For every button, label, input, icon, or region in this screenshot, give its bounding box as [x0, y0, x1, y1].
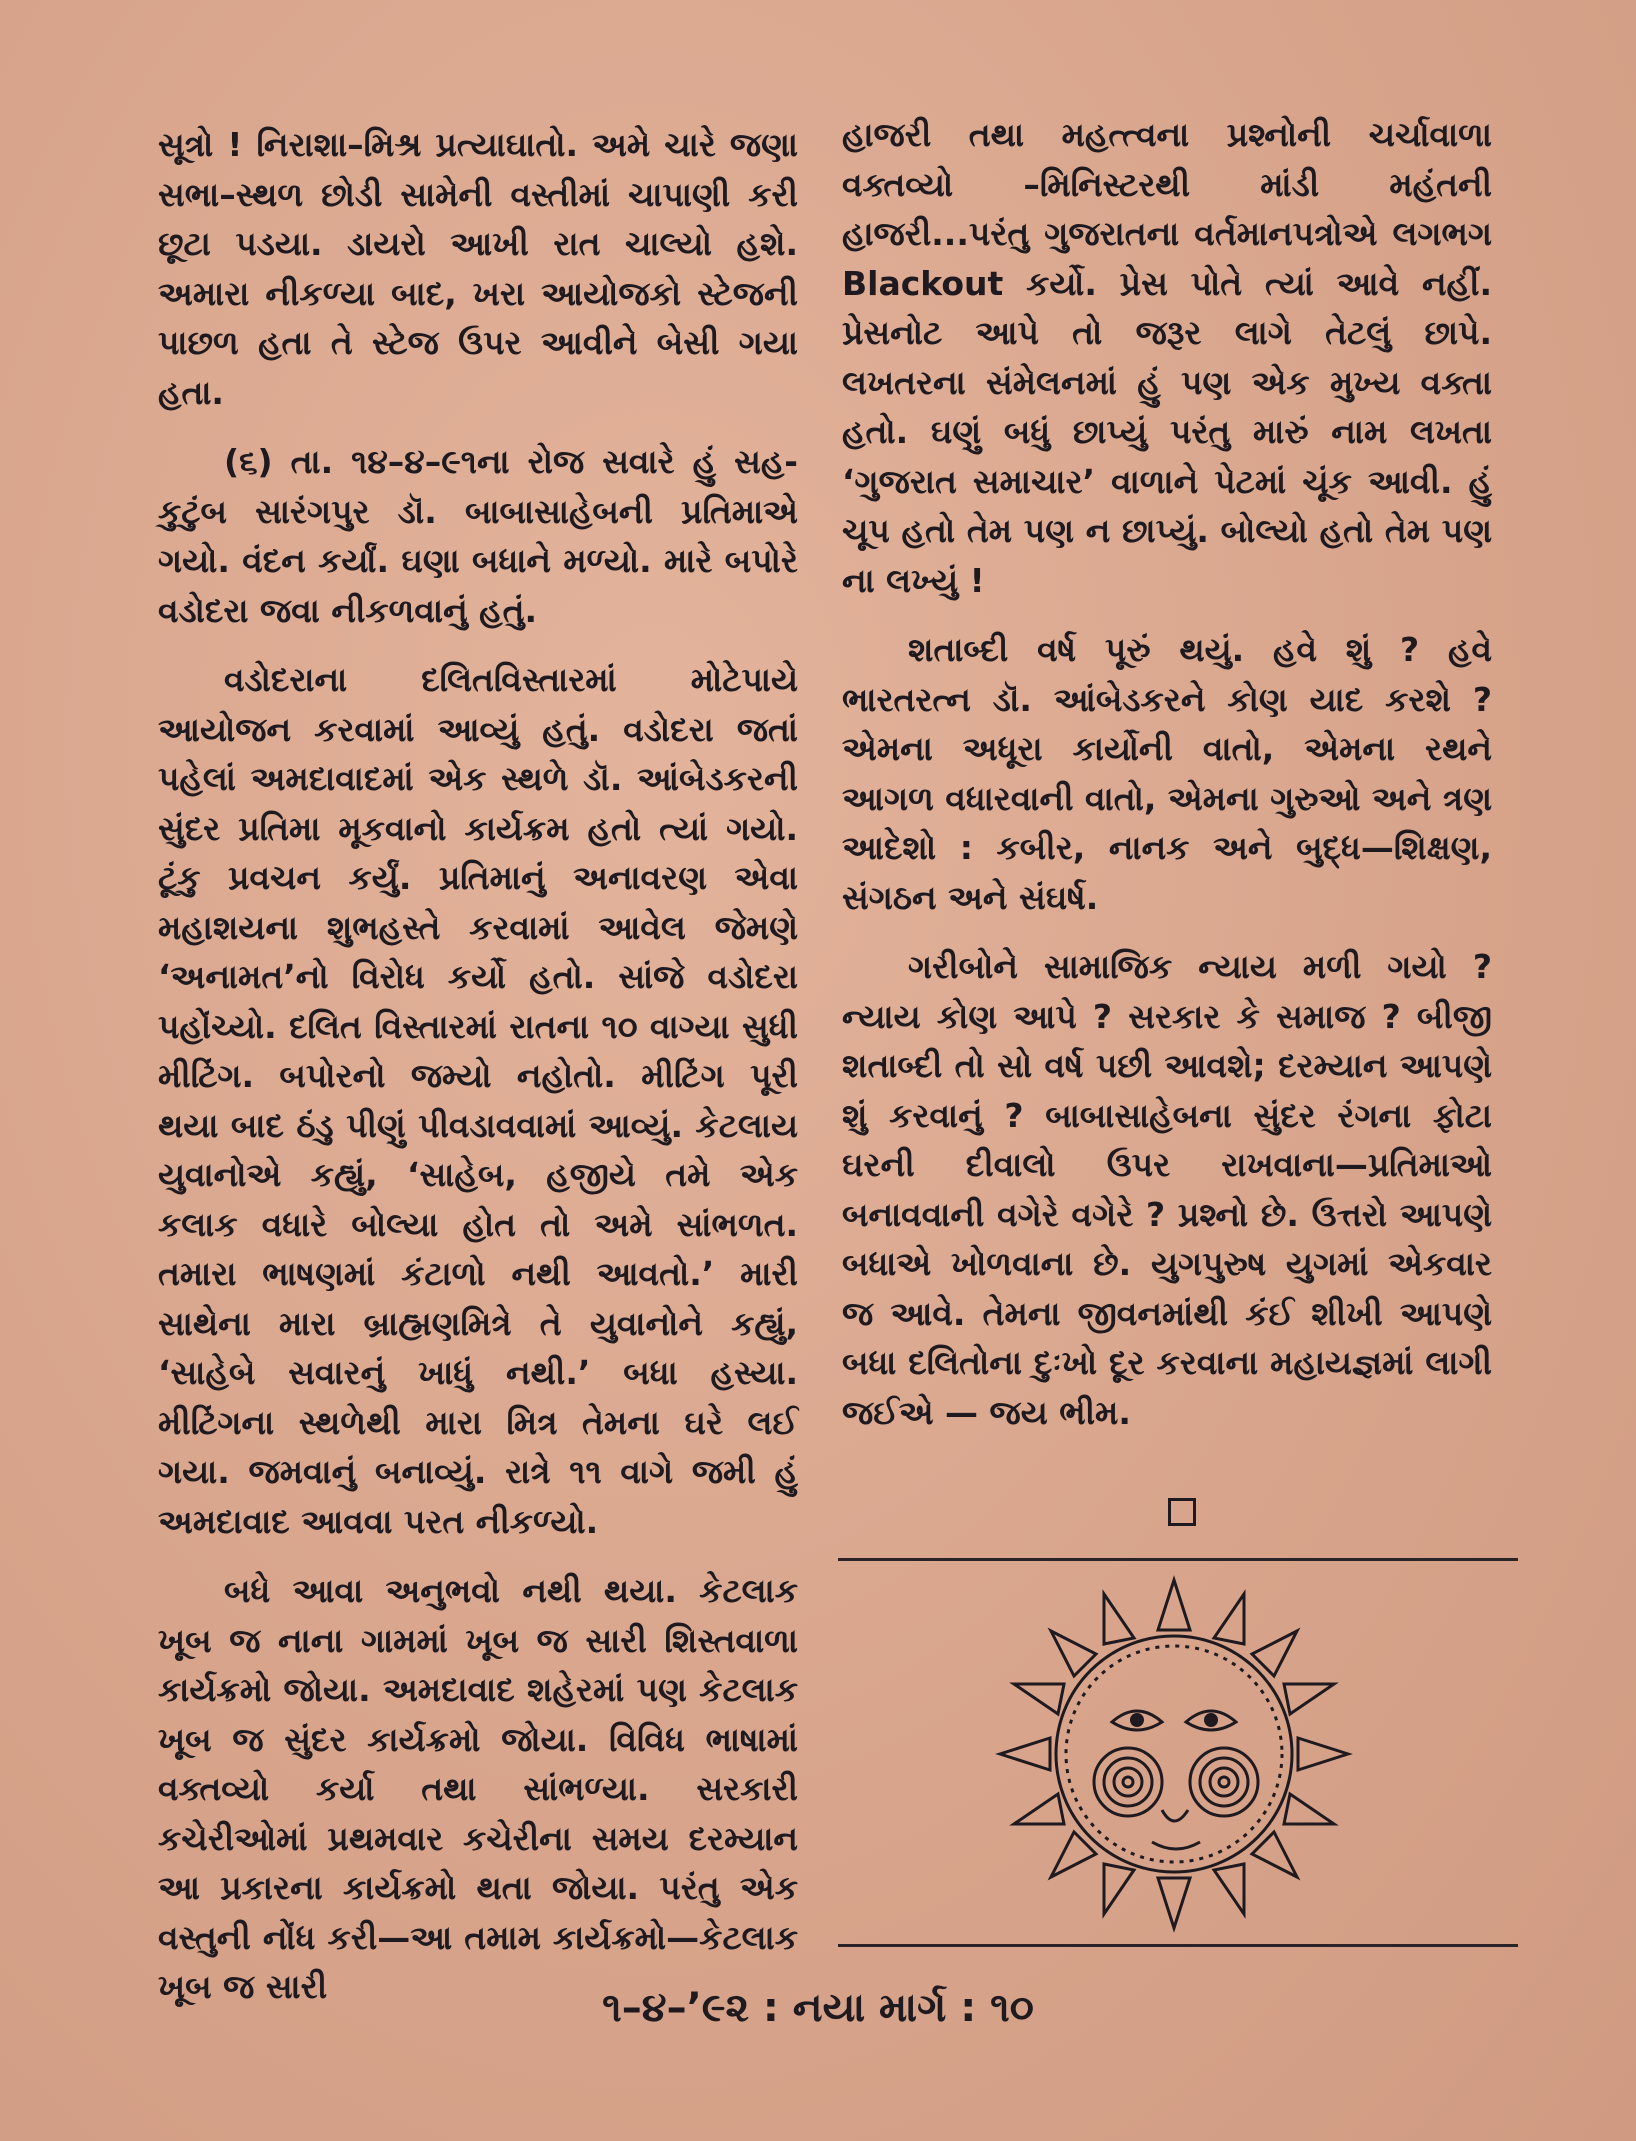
left-paragraph-1: સૂત્રો ! નિરાશા–મિશ્ર પ્રત્યાઘાતો. અમે ચારે જણા સભા–સ્થળ છોડી સામેની વસ્તીમાં ચાપાણી કરી છૂટા પડયા. ડાયરો આખી રાત ચાલ્યો હશે. અમારા નીકળ્યા બાદ, ખરા આયોજકો સ્ટેજની પાછળ હતા તે સ્ટેજ ઉપર આવીને બેસી ગયા હતા.: [158, 125, 798, 412]
page-footer: ૧–૪–’૯૨ : નયા માર્ગ : ૧૦: [602, 1985, 1034, 2031]
sun-face-icon: [992, 1572, 1356, 1936]
left-paragraph-3: વડોદરાના દલિતવિસ્તારમાં મોટેપાયે આયોજન કરવામાં આવ્યું હતું. વડોદરા જતાં પહેલાં અમદાવાદમાં એક સ્થળે ડૉ. આંબેડકરની સુંદર પ્રતિમા મૂકવાનો કાર્યક્રમ હતો ત્યાં ગયો. ટૂંકુ પ્રવચન કર્યું. પ્રતિમાનું અનાવરણ એવા મહાશયના શુભહસ્તે કરવામાં આવેલ જેમણે ‘અનામત’નો વિરોધ કર્યો હતો. સાંજે વડોદરા પહોંચ્યો. દલિત વિસ્તારમાં રાતના ૧૦ વાગ્યા સુધી મીટિંગ. બપોરનો જમ્યો નહોતો. મીટિંગ પૂરી થયા બાદ ઠંડુ પીણું પીવડાવવામાં આવ્યું. કેટલાય યુવાનોએ કહ્યું, ‘સાહેબ, હજીયે તમે એક કલાક વધારે બોલ્યા હોત તો અમે સાંભળત. તમારા ભાષણમાં કંટાળો નથી આવતો.’ મારી સાથેના મારા બ્રાહ્મણમિત્રે તે યુવાનોને કહ્યું, ‘સાહેબે સવારનું ખાધું નથી.’ બધા હસ્યા. મીટિંગના સ્થળેથી મારા મિત્ર તેમના ઘરે લઈ ગયા. જમવાનું બનાવ્યું. રાત્રે ૧૧ વાગે જમી હું અમદાવાદ આવવા પરત નીકળ્યો.: [158, 660, 798, 1541]
right-paragraph-2: શતાબ્દી વર્ષ પૂરું થયું. હવે શું ? હવે ભારતરત્ન ડૉ. આંબેડકરને કોણ યાદ કરશે ? એમના અધૂરા કાર્યોની વાતો, એમના રથને આગળ વધારવાની વાતો, એમના ગુરુઓ અને ત્રણ આદેશો : કબીર, નાનક અને બુદ્ધ—શિક્ષણ, સંગઠન અને સંઘર્ષ.: [842, 630, 1492, 917]
divider-bottom: [838, 1944, 1518, 1947]
left-column: [158, 120, 798, 2032]
left-paragraph-4: બધે આવા અનુભવો નથી થયા. કેટલાક ખૂબ જ નાના ગામમાં ખૂબ જ સારી શિસ્તવાળા કાર્યક્રમો જોયા. અમદાવાદ શહેરમાં પણ કેટલાક ખૂબ જ સુંદર કાર્યક્રમો જોયા. વિવિધ ભાષામાં વક્તવ્યો કર્યા તથા સાંભળ્યા. સરકારી કચેરીઓમાં પ્રથમવાર કચેરીના સમય દરમ્યાન આ પ્રકારના કાર્યક્રમો થતા જોયા. પરંતુ એક વસ્તુની નોંધ કરી—આ તમામ કાર્યક્રમો—કેટલાક ખૂબ જ સારી: [158, 1571, 798, 2006]
article-end-square-icon: [1168, 1498, 1196, 1526]
right-paragraph-1: હાજરી તથા મહત્ત્વના પ્રશ્નોની ચર્ચાવાળા વક્તવ્યો –મિનિસ્ટરથી માંડી મહંતની હાજરી...પરંતુ ગુજરાતના વર્તમાનપત્રોએ લગભગ Blackout કર્યો. પ્રેસ પોતે ત્યાં આવે નહીં. પ્રેસનોટ આપે તો જરૂર લાગે તેટલું છાપે. લખતરના સંમેલનમાં હું પણ એક મુખ્ય વક્તા હતો. ઘણું બધું છાપ્યું પરંતુ મારું નામ લખતા ‘ગુજરાત સમાચાર’ વાળાને પેટમાં ચૂંક આવી. હું ચૂપ હતો તેમ પણ ન છાપ્યું. બોલ્યો હતો તેમ પણ ના લખ્યું !: [842, 115, 1492, 600]
left-paragraph-2: (૬) તા. ૧૪–૪–૯૧ના રોજ સવારે હું સહ-કુટુંબ સારંગપુર ડૉ. બાબાસાહેબની પ્રતિમાએ ગયો. વંદન કર્યાં. ઘણા બધાને મળ્યો. મારે બપોરે વડોદરા જવા નીકળવાનું હતું.: [158, 442, 798, 630]
right-paragraph-3: ગરીબોને સામાજિક ન્યાય મળી ગયો ? ન્યાય કોણ આપે ? સરકાર કે સમાજ ? બીજી શતાબ્દી તો સો વર્ષ પછી આવશે; દરમ્યાન આપણે શું કરવાનું ? બાબાસાહેબના સુંદર રંગના ફોટા ઘરની દીવાલો ઉપર રાખવાના—પ્રતિમાઓ બનાવવાની વગેરે વગેરે ? પ્રશ્નો છે. ઉત્તરો આપણે બધાએ ખોળવાના છે. યુગપુરુષ યુગમાં એકવાર જ આવે. તેમના જીવનમાંથી કંઈ શીખી આપણે બધા દલિતોના દુઃખો દૂર કરવાના મહાયજ્ઞમાં લાગી જઈએ — જય ભીમ.: [842, 947, 1492, 1432]
right-column: [842, 110, 1492, 1457]
divider-top: [838, 1558, 1518, 1561]
